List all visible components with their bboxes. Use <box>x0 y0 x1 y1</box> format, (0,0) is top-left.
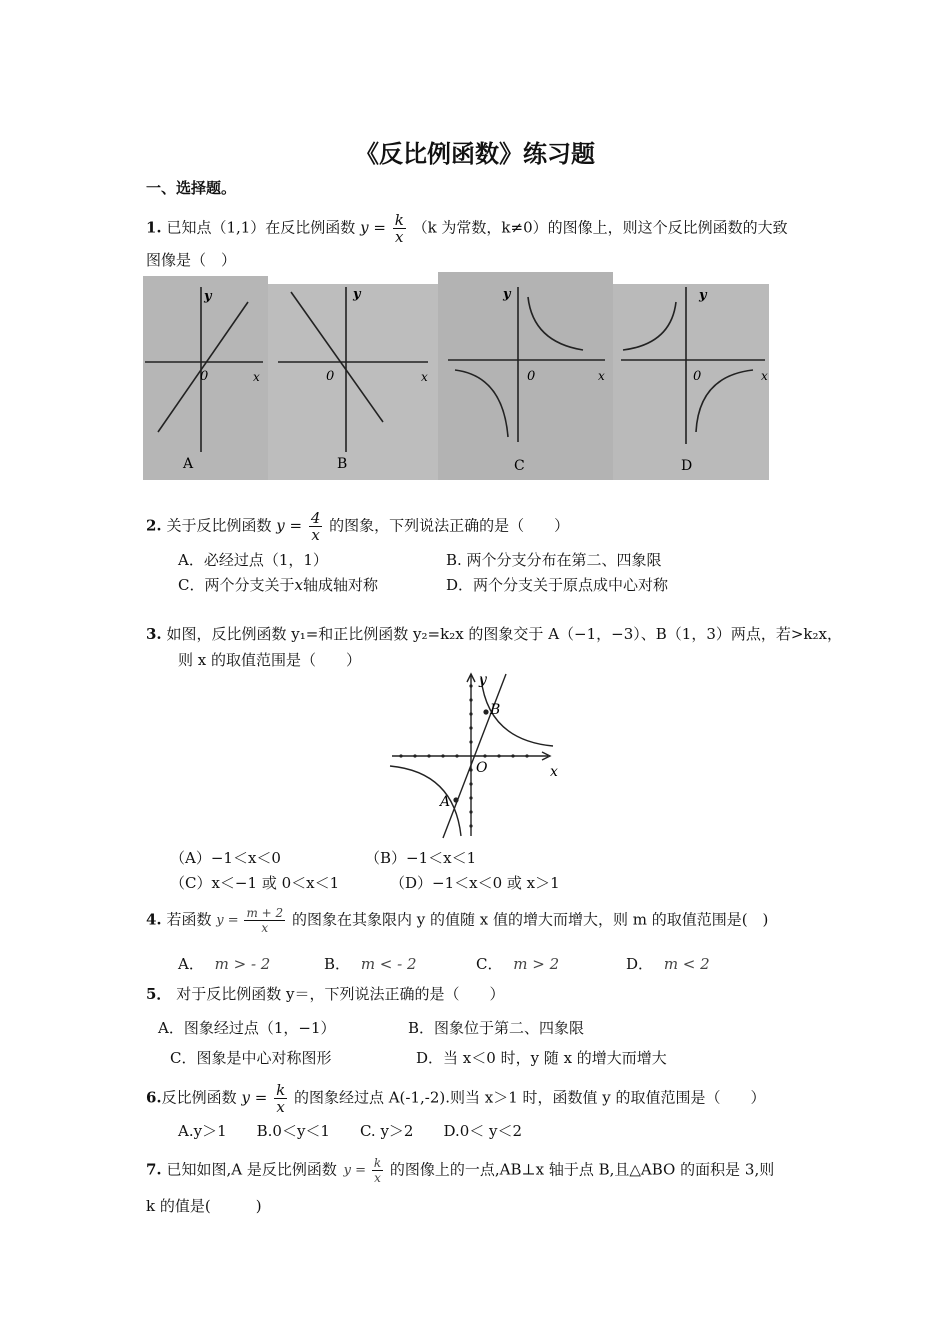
formula-lhs: y = <box>360 218 386 237</box>
question-number: 5． <box>146 985 172 1003</box>
formula-fraction <box>393 212 406 245</box>
formula-lhs: y = <box>343 1162 366 1178</box>
q5-option-d: D．当 x＜0 时，y 随 x 的增大而增大 <box>416 1049 667 1067</box>
question-4-line-1 <box>146 906 768 935</box>
option-value: m < - 2 <box>360 955 417 973</box>
question-1-line-2: 图像是（ ） <box>146 251 237 269</box>
question-text: 的图象，下列说法正确的是（ ） <box>329 516 570 535</box>
q3-point-a-label: A <box>440 794 451 810</box>
q4-option-c <box>476 954 559 974</box>
q3-option-c: （C）x＜−1 或 0＜x＜1 <box>170 874 340 892</box>
option-text: C．两个分支关于 <box>178 576 295 594</box>
graph-b-label: B <box>337 456 348 472</box>
graph-a-y-label: y <box>204 289 212 304</box>
question-text: 的图像上的一点,AB⊥x 轴于点 B,且△ABO 的面积是 3,则 <box>389 1160 775 1179</box>
q2-option-c <box>178 575 378 595</box>
question-number: 2. <box>146 516 162 535</box>
question-text: 的图象在其象限内 y 的值随 x 值的增大而增大，则 m 的取值范围是( ) <box>291 910 769 929</box>
option-variable: x <box>294 576 303 594</box>
question-text: 的图象经过点 A(-1,-2).则当 x＞1 时，函数值 y 的取值范围是（ ） <box>293 1088 766 1107</box>
fraction-numerator: k <box>394 211 404 229</box>
graph-a-origin: 0 <box>200 369 209 384</box>
q4-option-d <box>626 954 710 974</box>
q4-option-b <box>324 954 417 974</box>
question-text: 已知如图,A 是反比例函数 <box>166 1160 337 1179</box>
option-label: A． <box>178 955 204 973</box>
q2-option-a: A．必经过点（1，1） <box>178 551 328 569</box>
option-value: m > - 2 <box>214 955 271 973</box>
graph-d-x-label: x <box>761 369 768 383</box>
graph-c-x-label: x <box>598 369 605 383</box>
graph-a-x-label: x <box>253 370 260 384</box>
question-5-line-1 <box>146 984 504 1004</box>
formula-fraction <box>309 510 323 543</box>
graph-d-photo <box>613 284 769 480</box>
question-text: 已知点（1,1）在反比例函数 <box>166 218 356 237</box>
question-text: 对于反比例函数 y＝，下列说法正确的是（ ） <box>176 985 505 1003</box>
fraction-denominator: x <box>395 228 404 246</box>
question-3-line-1 <box>146 624 842 644</box>
graph-d-y-label: y <box>699 288 707 303</box>
fraction-denominator: x <box>374 1171 381 1185</box>
q3-point-b-label: B <box>490 702 501 718</box>
formula-lhs: y = <box>241 1088 268 1107</box>
q3-option-d: （D）−1＜x＜0 或 x＞1 <box>390 874 560 892</box>
question-number: 7. <box>146 1160 162 1179</box>
formula-fraction <box>344 1156 383 1185</box>
graph-d-label: D <box>681 458 693 474</box>
graph-c-y-label: y <box>503 287 511 302</box>
question-text: 反比例函数 <box>161 1088 237 1107</box>
section-heading: 一、选择题。 <box>146 179 237 197</box>
q2-option-b: B. 两个分支分布在第二、四象限 <box>446 551 662 569</box>
graph-c-origin: 0 <box>527 369 536 384</box>
formula-lhs: y = <box>276 516 303 535</box>
question-number: 1. <box>146 218 162 237</box>
q4-option-a <box>178 954 270 974</box>
q3-option-a: （A）−1＜x＜0 <box>170 849 281 867</box>
point-a <box>453 797 458 802</box>
option-label: C． <box>476 955 503 973</box>
question-3-line-2: 则 x 的取值范围是（ ） <box>178 651 361 669</box>
point-b <box>483 709 488 714</box>
fraction-denominator: x <box>261 921 269 935</box>
hyperbola-branch-2 <box>390 766 461 836</box>
q5-option-b: B．图象位于第二、四象限 <box>408 1019 585 1037</box>
question-7-line-2: k 的值是( ) <box>146 1197 262 1215</box>
question-text: 若函数 <box>166 910 212 929</box>
option-value: m < 2 <box>663 955 710 973</box>
graph-c-label: C <box>514 458 525 474</box>
graph-images <box>143 272 769 480</box>
question-number: 4. <box>146 910 162 929</box>
option-label: B． <box>324 955 351 973</box>
option-value: m > 2 <box>513 955 560 973</box>
formula-fraction <box>216 906 285 935</box>
question-7-line-1 <box>146 1156 774 1185</box>
q2-option-d: D．两个分支关于原点成中心对称 <box>446 576 669 594</box>
q5-option-a: A．图象经过点（1，−1） <box>158 1019 336 1037</box>
question-number: 3. <box>146 625 162 643</box>
question-6-line-1 <box>146 1082 766 1115</box>
question-text: （k 为常数，k≠0）的图像上，则这个反比例函数的大致 <box>412 218 788 237</box>
question-1-line-1 <box>146 212 788 245</box>
question-text: 关于反比例函数 <box>166 516 272 535</box>
graph-b-x-label: x <box>421 370 428 384</box>
formula-fraction <box>274 1082 287 1115</box>
q6-options: A.y＞1 B.0＜y＜1 C. y＞2 D.0＜ y＜2 <box>178 1122 523 1140</box>
q3-origin-label: O <box>476 760 488 776</box>
graph-d-origin: 0 <box>693 369 702 384</box>
q3-option-b: （B）−1＜x＜1 <box>365 849 477 867</box>
fraction-denominator: x <box>276 1098 285 1116</box>
fraction-numerator: 4 <box>310 509 321 527</box>
fraction-numerator: m + 2 <box>246 906 284 920</box>
graph-c-photo <box>438 272 613 480</box>
answer-graphs <box>143 272 769 480</box>
q3-y-label: y <box>479 672 487 688</box>
question-number: 6. <box>146 1088 162 1107</box>
formula-lhs: y = <box>216 912 239 928</box>
graph-a-label: A <box>183 456 194 472</box>
question-text: 如图，反比例函数 y₁=和正比例函数 y₂=k₂x 的图象交于 A（−1，−3）、B（1，3）两点，若>k₂x， <box>166 625 842 643</box>
q3-graph <box>388 670 568 842</box>
q3-x-label: x <box>550 764 558 780</box>
option-label: D． <box>626 955 654 973</box>
option-text: 轴成轴对称 <box>302 576 378 594</box>
fraction-denominator: x <box>311 526 320 544</box>
graph-b-photo <box>268 276 438 480</box>
graph-b-y-label: y <box>353 287 361 302</box>
page-title: 《反比例函数》练习题 <box>355 139 595 168</box>
fraction-numerator: k <box>373 1156 382 1170</box>
fraction-numerator: k <box>276 1081 286 1099</box>
q3-graph-svg <box>388 670 568 842</box>
question-2-line-1 <box>146 510 569 543</box>
graph-b-origin: 0 <box>326 369 335 384</box>
q5-option-c: C．图象是中心对称图形 <box>170 1049 332 1067</box>
